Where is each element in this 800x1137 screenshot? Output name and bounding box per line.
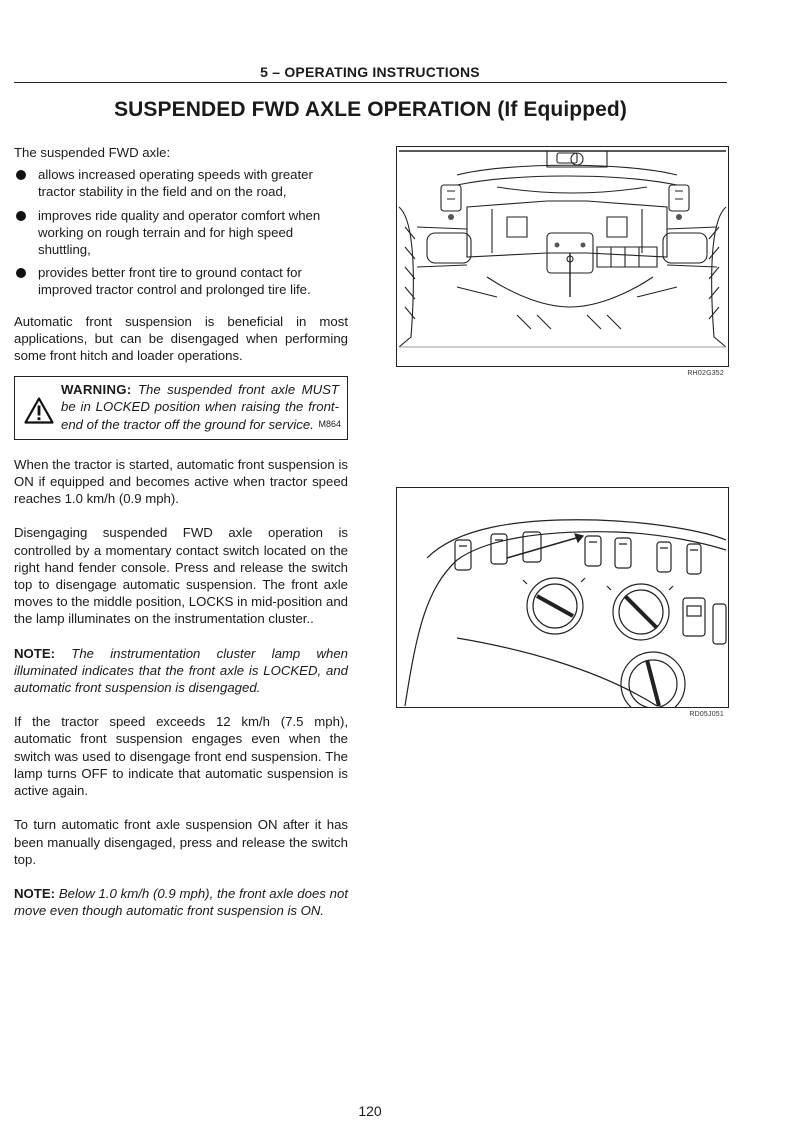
paragraph-suspension-benefit: Automatic front suspension is beneficial in most applications, but can be disengaged when performing some front hitch and loader operations. — [14, 313, 348, 364]
warning-code: M864 — [318, 418, 341, 429]
section-header: 5 – OPERATING INSTRUCTIONS — [260, 64, 480, 80]
warning-message: The suspended front axle MUST be in LOCKED position when raising the front-end of the tractor off the ground for service. — [61, 382, 339, 432]
figure-code: RD05J051 — [689, 711, 724, 718]
bullet-dot-icon — [16, 211, 26, 221]
figure-code: RH02G352 — [687, 370, 724, 377]
header-rule — [14, 82, 727, 83]
paragraph-disengage: Disengaging suspended FWD axle operation is controlled by a momentary contact switch located on the right hand fender console. Press and release the switch top to disengage automatic suspension. The front axle moves to the middle position, LOCKS in mid-position and the lamp illuminates on the instrumentation cluster.. — [14, 525, 348, 627]
front-axle-illustration — [397, 147, 728, 366]
bullet-dot-icon — [16, 268, 26, 278]
bullet-text: improves ride quality and operator comfort when working on rough terrain and for high speed shuttling, — [38, 207, 321, 258]
bullet-dot-icon — [16, 170, 26, 180]
figure-fender-console — [396, 487, 729, 718]
note-text: Below 1.0 km/h (0.9 mph), the front axle does not move even though automatic front suspension is ON. — [14, 885, 349, 919]
paragraph-startup: When the tractor is started, automatic front suspension is ON if equipped and becomes active when tractor speed reaches 1.0 km/h (0.9 mph). — [14, 456, 348, 507]
note-text: The instrumentation cluster lamp when illuminated indicates that the front axle is LOCKED, and automatic front suspension is disengaged. — [14, 645, 348, 696]
text-column — [14, 144, 348, 919]
warning-box — [14, 376, 348, 440]
page-number: 120 — [358, 1103, 382, 1119]
paragraph-speed-reengage: If the tractor speed exceeds 12 km/h (7.5 mph), automatic front suspension engages even when the switch was used to disengage front end suspension. The lamp turns OFF to indicate that automatic suspension is active again. — [14, 714, 348, 799]
warning-text-block — [61, 381, 339, 433]
bullet-item — [14, 207, 348, 259]
warning-label: WARNING: — [61, 382, 132, 398]
bullet-text: allows increased operating speeds with greater tractor stability in the field and on the road, — [38, 167, 313, 200]
bullet-text: provides better front tire to ground contact for improved tractor control and prolonged tire life. — [38, 265, 311, 298]
page-title: SUSPENDED FWD AXLE OPERATION (If Equipped) — [114, 98, 627, 121]
intro-text: The suspended FWD axle: — [14, 145, 171, 160]
note-low-speed — [14, 885, 348, 919]
bullet-list — [14, 166, 348, 298]
note-label: NOTE: — [14, 645, 56, 661]
note-lamp — [14, 645, 348, 697]
bullet-item — [14, 166, 348, 200]
fender-console-illustration — [397, 488, 728, 707]
figure-front-axle — [396, 146, 729, 377]
warning-triangle-icon — [24, 397, 54, 424]
paragraph-turn-on: To turn automatic front axle suspension ON after it has been manually disengaged, press and release the switch top. — [14, 817, 348, 867]
note-label: NOTE: — [14, 885, 56, 901]
bullet-item — [14, 264, 348, 298]
